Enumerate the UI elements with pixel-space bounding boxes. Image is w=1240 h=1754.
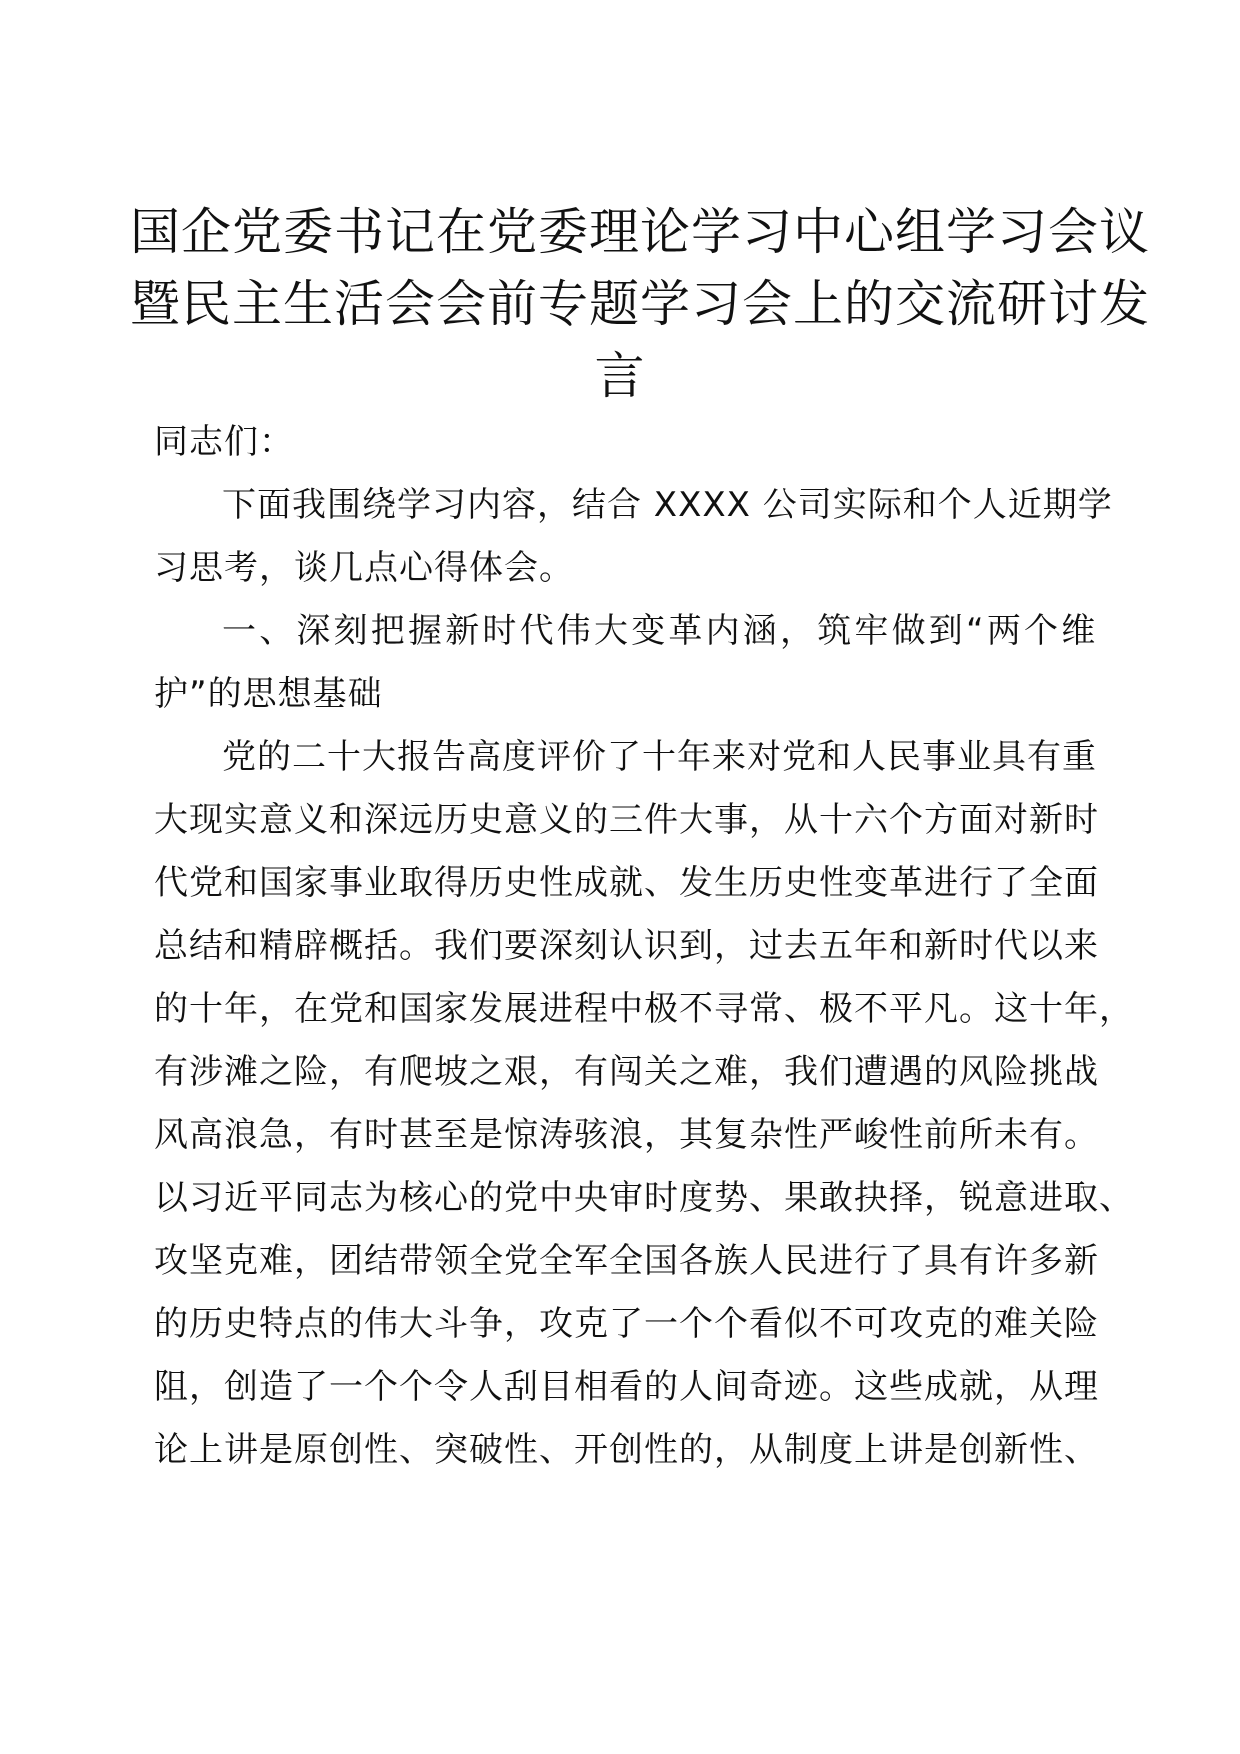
title-line-3: 言: [594, 347, 646, 405]
paragraph-line-12: 论上讲是原创性、突破性、开创性的，从制度上讲是创新性、: [154, 1430, 1099, 1470]
section-heading-line-2: 护”的思想基础: [154, 674, 383, 714]
paragraph-line-3: 代党和国家事业取得历史性成就、发生历史性变革进行了全面: [154, 863, 1099, 903]
title-line-2: 暨民主生活会会前专题学习会上的交流研讨发: [130, 275, 1150, 333]
paragraph-line-7: 风高浪急，有时甚至是惊涛骇浪，其复杂性严峻性前所未有。: [154, 1115, 1099, 1155]
paragraph-line-8: 以习近平同志为核心的党中央审时度势、果敢抉择，锐意进取、: [154, 1178, 1134, 1218]
salutation: 同志们：: [154, 422, 294, 462]
paragraph-line-1: 党的二十大报告高度评价了十年来对党和人民事业具有重: [222, 737, 1097, 777]
paragraph-line-6: 有涉滩之险，有爬坡之艰，有闯关之难，我们遭遇的风险挑战: [154, 1052, 1099, 1092]
paragraph-line-9: 攻坚克难，团结带领全党全军全国各族人民进行了具有许多新: [154, 1241, 1099, 1281]
section-heading-line-1: 一、深刻把握新时代伟大变革内涵，筑牢做到“两个维: [222, 611, 1099, 651]
paragraph-line-2: 大现实意义和深远历史意义的三件大事，从十六个方面对新时: [154, 800, 1099, 840]
intro-line-2: 习思考，谈几点心得体会。: [154, 548, 574, 588]
document-body: [154, 411, 1134, 1482]
title-line-1: 国企党委书记在党委理论学习中心组学习会议: [130, 203, 1150, 261]
paragraph-line-11: 阻，创造了一个个令人刮目相看的人间奇迹。这些成就，从理: [154, 1367, 1099, 1407]
paragraph-line-10: 的历史特点的伟大斗争，攻克了一个个看似不可攻克的难关险: [154, 1304, 1099, 1344]
paragraph-line-4: 总结和精辟概括。我们要深刻认识到，过去五年和新时代以来: [154, 926, 1099, 966]
document-title: [130, 196, 1150, 412]
intro-line-1: 下面我围绕学习内容，结合 XXXX 公司实际和个人近期学: [222, 485, 1113, 525]
paragraph-line-5: 的十年，在党和国家发展进程中极不寻常、极不平凡。这十年，: [154, 989, 1134, 1029]
